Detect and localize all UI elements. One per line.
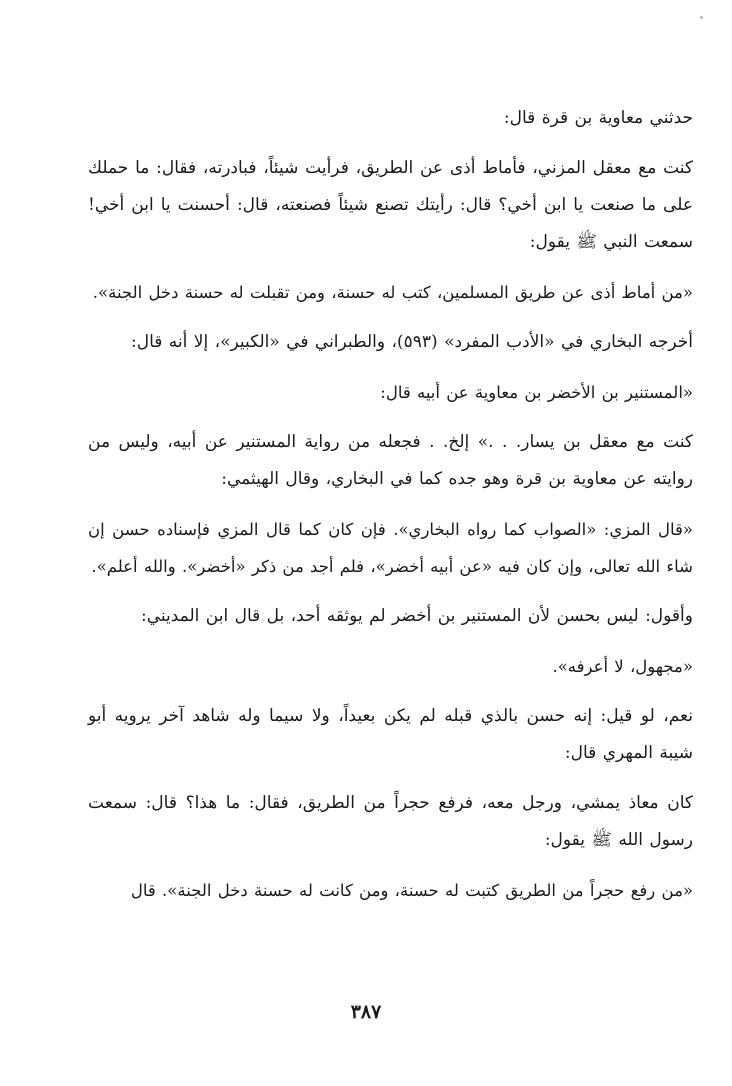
- paragraph-hadith: «من أماط أذى عن طريق المسلمين، كتب له حسنة، ومن تقبلت له حسنة دخل الجنة».: [92, 283, 693, 302]
- paragraph-author-opinion: وأقول: ليس بحسن لأن المستنير بن أخضر لم يوثقه أحد، بل قال ابن المديني:: [140, 606, 693, 626]
- corner-dot: [700, 16, 703, 19]
- paragraph-isnad-comment: كنت مع معقل بن يسار. . .» إلخ. . فجعله من رواية المستنير عن أبيه، وليس من روايته عن معاوية بن قرة وهو جده كما في البخاري، وقال الهيثمي:: [88, 432, 693, 489]
- paragraph-narration: كنت مع معقل المزني، فأماط أذى عن الطريق، فرأيت شيئاً، فبادرته، فقال: ما حملك على ما صنعت يا ابن أخي؟ قال: رأيتك تصنع شيئاً فصنعته، قال: أحسنت يا ابن أخي! سمعت النبي ﷺ يقول:: [88, 158, 693, 252]
- paragraph-isnad-quote: «المستنير بن الأخضر بن معاوية عن أبيه قال:: [380, 383, 693, 402]
- paragraph-final-hadith: «من رفع حجراً من الطريق كتبت له حسنة، ومن كانت له حسنة دخل الجنة». قال: [130, 881, 693, 900]
- page-number: ٣٨٧: [350, 1001, 382, 1023]
- paragraph-madini-quote: «مجهول، لا أعرفه».: [552, 657, 693, 676]
- page-body: [88, 100, 693, 922]
- paragraph-muadh-story: كان معاذ يمشي، ورجل معه، فرفع حجراً من الطريق، فقال: ما هذا؟ قال: سمعت رسول الله ﷺ يقول:: [88, 793, 693, 850]
- paragraph-haythami-quote: «قال المزي: «الصواب كما رواه البخاري». فإن كان كما قال المزي فإسناده حسن إن شاء الله تعالى، وإن كان فيه «عن أبيه أخضر»، فلم أجد من ذكر «أخضر». والله أعلم».: [88, 520, 693, 576]
- paragraph-takhrij: أخرجه البخاري في «الأدب المفرد» (٥٩٣)، والطبراني في «الكبير»، إلا أنه قال:: [131, 332, 693, 352]
- paragraph-shahid: نعم، لو قيل: إنه حسن بالذي قبله لم يكن بعيداً، ولا سيما وله شاهد آخر يرويه أبو شيبة المهري قال:: [88, 706, 693, 763]
- paragraph-intro: حدثني معاوية بن قرة قال:: [503, 108, 693, 128]
